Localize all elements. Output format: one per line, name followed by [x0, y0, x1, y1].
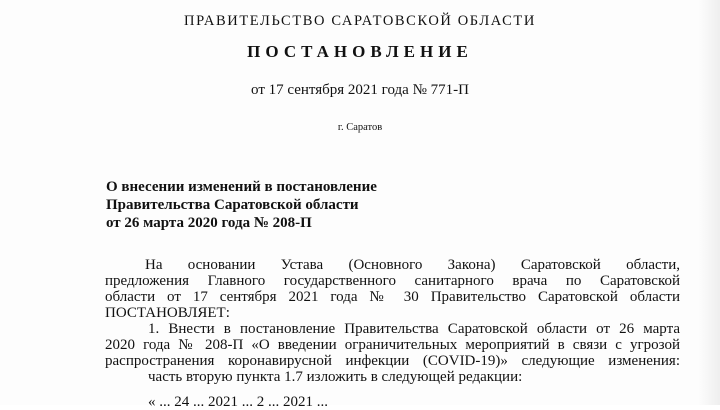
body-line: 2020 года № 208-П «О введении ограничительных мероприятий в связи с угрозой [105, 337, 680, 353]
document-date-number: от 17 сентября 2021 года № 771-П [251, 82, 469, 98]
document-body [105, 257, 680, 385]
subject-line: Правительства Саратовской области [106, 197, 359, 213]
body-line: области от 17 сентября 2021 года № 30 Правительство Саратовской области [105, 289, 680, 305]
document-type-title: ПОСТАНОВЛЕНИЕ [247, 42, 473, 61]
body-line: предложения Главного государственного санитарного врача по Саратовской [105, 273, 680, 289]
government-name: ПРАВИТЕЛЬСТВО САРАТОВСКОЙ ОБЛАСТИ [184, 13, 536, 29]
document-subject [106, 178, 377, 232]
body-line: распространения коронавирусной инфекции (COVID-19)» следующие изменения: [105, 353, 680, 369]
page-edge-shadow [698, 0, 720, 405]
cut-off-line [148, 394, 598, 410]
body-line: На основании Устава (Основного Закона) Саратовской области, [145, 257, 680, 273]
cut-off-text: « ... 24 ... 2021 ... 2 ... 2021 ... [148, 394, 328, 410]
body-line: часть вторую пункта 1.7 изложить в следующей редакции: [148, 369, 523, 385]
document-city: г. Саратов [337, 122, 383, 133]
body-line: 1. Внести в постановление Правительства Саратовской области от 26 марта [148, 321, 680, 337]
body-line: ПОСТАНОВЛЯЕТ: [105, 305, 230, 321]
subject-line: О внесении изменений в постановление [106, 179, 377, 195]
subject-line: от 26 марта 2020 года № 208-П [106, 215, 312, 231]
